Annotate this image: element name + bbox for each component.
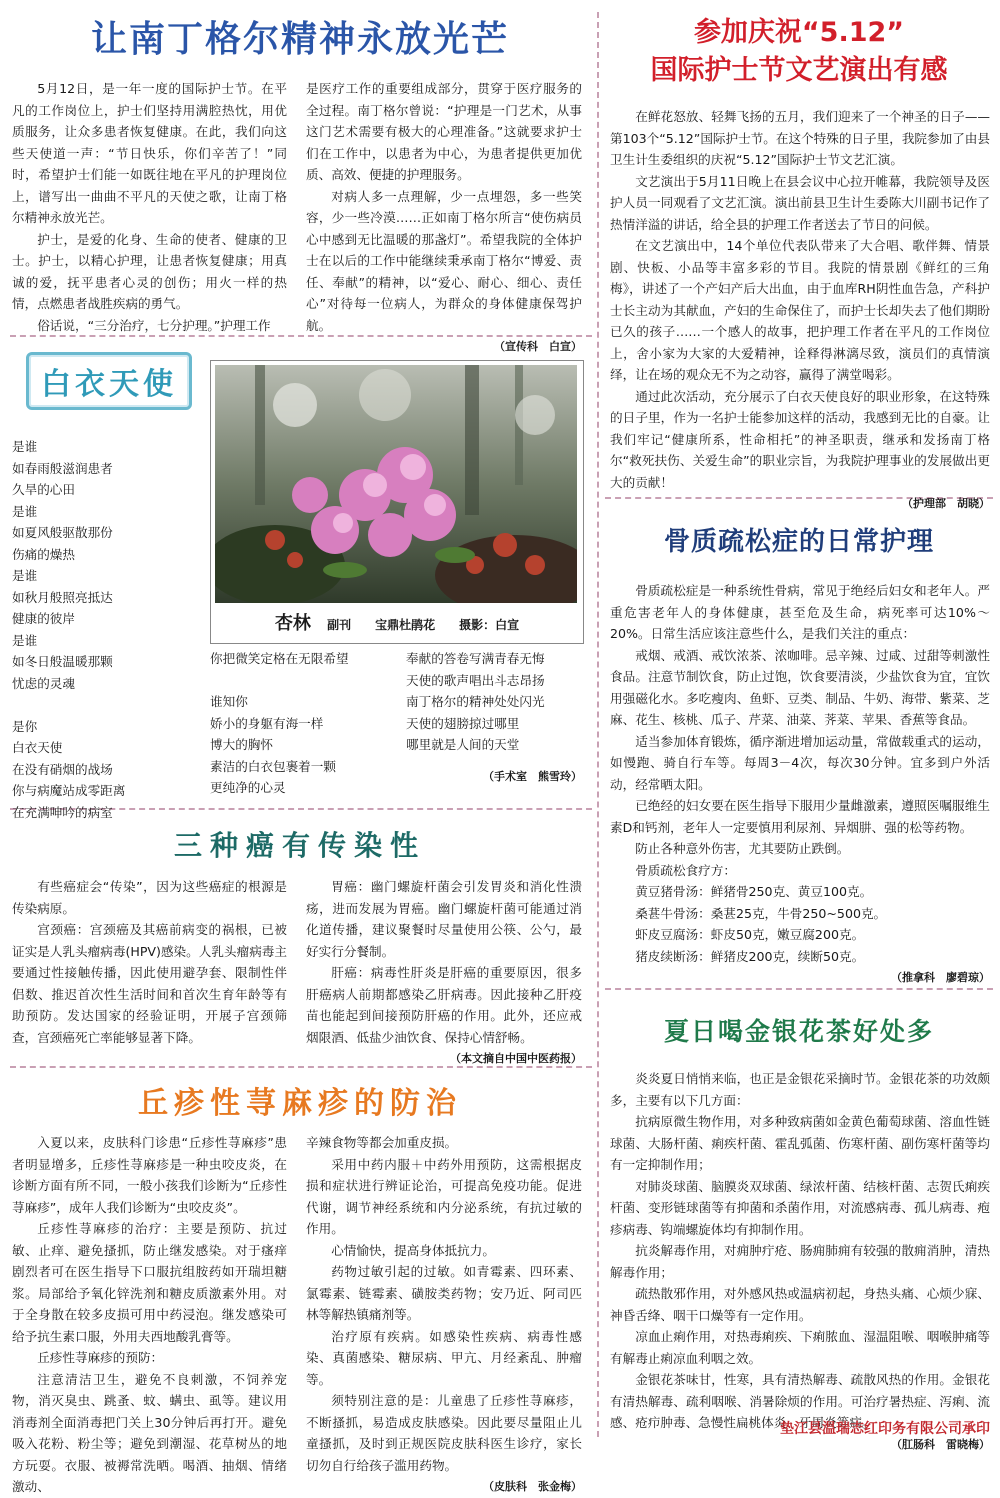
article-title-line1: 参加庆祝“5.12” [693,17,905,48]
paragraph: 胃癌：幽门螺旋杆菌会引发胃炎和消化性溃疡，进而发展为胃癌。幽门螺旋杆菌可能通过消化道传播，建议聚餐时尽量使用公筷、公勺，最好实行分餐制。 [306,879,582,959]
poem-line: 是谁 [12,503,38,519]
article-body [610,106,990,513]
paragraph: 入夏以来，皮肤科门诊患“丘疹性荨麻疹”患者明显增多，丘疹性荨麻疹是一种虫咬皮炎，在诊断方面有所不同，一般小孩我们诊断为“丘疹性荨麻疹”，成年人我们诊断为“虫咬皮炎”。 [12,1135,287,1215]
poem-line: 哪里就是人间的天堂 [406,737,520,752]
paragraph: 俗话说，“三分治疗，七分护理。”护理工作 [37,317,271,333]
photo-caption [211,609,583,635]
caption-title: 杏林 [274,613,311,634]
article-title: 丘疹性荨麻疹的防治 [138,1086,462,1121]
poem-line: 在充满呻吟的病室 [12,804,113,820]
paragraph: 炎炎夏日悄悄来临，也正是金银花采摘时节。金银花茶的功效颇多，主要有以下几方面： [610,1071,990,1108]
article-title-line2: 国际护士节文艺演出有感 [650,55,948,86]
paragraph: 是医疗工作的重要组成部分，贯穿于医疗服务的全过程。南丁格尔曾说：“护理是一门艺术，从事这门艺术需要有极大的心理准备。”这就要求护士们在工作中，以患者为中心，为患者提供更加优质、高效、便捷的护理服务。 [306,81,582,182]
paragraph: 骨质疏松症是一种系统性骨病，常见于绝经后妇女和老年人。严重危害老年人的身体健康，甚至危及生命，病死率可达10%～20%。日常生活应该注意些什么，是我们关注的重点： [610,583,990,641]
paragraph: 疏热散邪作用，对外感风热或温病初起，身热头痛、心烦少寐、神昏舌绛、咽干口燥等有一定作用。 [610,1286,990,1323]
recipe-line: 骨质疏松食疗方： [635,862,736,878]
byline: （宣传科 白宣） [494,340,582,353]
poem-title: 白衣天使 [41,367,177,402]
paragraph: 宫颈癌：宫颈癌及其癌前病变的祸根，已被证实是人乳头瘤病毒(HPV)感染。人乳头瘤病毒主要通过性接触传播，因此使用避孕套、限制性伴侣数、推迟首次性生活时间和首次生育年龄等有助预防。发达国家的经验证明，开展子宫颈筛查，宫颈癌死亡率能够显著下降。 [12,922,287,1045]
paragraph: 肝癌：病毒性肝炎是肝癌的重要原因，很多肝癌病人前期都感染乙肝病毒。因此接种乙肝疫苗也能起到间接预防肝癌的作用。此外，还应戒烟限酒、低盐少油饮食、保持心情舒畅。 [306,965,582,1045]
paragraph: 戒烟、戒酒、戒饮浓茶、浓咖啡。忌辛辣、过咸、过甜等刺激性食品。注意节制饮食，防止过饱，饮食要清淡，少盐饮食为宜，宜饮用强磁化水。多吃瘦肉、鱼虾、豆类、制品、牛奶、海带、紫菜、芝麻、花生、核桃、瓜子、芹菜、油菜、荠菜、苹果、香蕉等食品。 [610,647,990,727]
article-body-right [306,876,582,1068]
poem-line: 是谁 [12,632,38,648]
poem-right [406,648,584,756]
recipe-line: 黄豆猪骨汤：鲜猪骨250克、黄豆100克。 [635,884,873,899]
poem-line: 久旱的心田 [12,482,75,497]
article-body [610,580,990,987]
paragraph: 辛辣食物等都会加重皮损。 [306,1135,458,1150]
byline: （护理部 胡晓） [902,497,990,510]
poem-gap [12,694,202,716]
paragraph: 治疗原有疾病。如感染性疾病、病毒性感染、真菌感染、糖尿病、甲亢、月经紊乱、肿瘤等。 [306,1328,582,1387]
poem-line: 健康的彼岸 [12,611,75,626]
poem-line: 天使的翅膀掠过哪里 [406,715,520,731]
article-title: 夏日喝金银花茶好处多 [663,1017,934,1046]
article-body-right [306,1132,582,1496]
poem-title-box [26,352,192,410]
poem-line: 在没有硝烟的战场 [12,761,113,777]
caption-text: 副刊 宝鼎杜鹃花 摄影：白宣 [327,618,520,632]
paragraph: 对肺炎球菌、脑膜炎双球菌、绿浓杆菌、结核杆菌、志贺氏痢疾杆菌、变形链球菌等有抑菌和杀菌作用，对流感病毒、孤儿病毒、疱疹病毒、钩端螺旋体均有抑制作用。 [610,1178,990,1237]
paragraph: 5月12日，是一年一度的国际护士节。在平凡的工作岗位上，护士们坚持用满腔热忱，用优质服务，让众多患者恢复健康。在此，我们向这些天使道一声：“节日快乐，你们辛苦了！”同时，希望护士们能一如既往地在平凡的护理岗位上，谱写出一曲曲不平凡的天使之歌，让南丁格尔精神永放光芒。 [12,81,287,225]
poem-line: 谁知你 [210,694,248,709]
photo-frame [210,360,584,644]
paragraph: 抗病原微生物作用，对多种致病菌如金黄色葡萄球菌、溶血性链球菌、大肠杆菌、痢疾杆菌、霍乱弧菌、伤寒杆菌、副伤寒杆菌等均有一定抑制作用； [610,1114,990,1172]
printer-credit: 垫江县温瑞志红印务有限公司承印 [780,1421,990,1437]
poem-line: 如夏风般驱散那份 [12,525,113,540]
paragraph: 采用中药内服＋中药外用预防，这需根据皮损和症状进行辨证论治，可提高免疫功能。促进代谢，调节神经系统和内分泌系统，有抗过敏的作用。 [306,1156,582,1236]
byline: （肛肠科 雷晓梅） [891,1437,990,1451]
paragraph: 防止各种意外伤害，尤其要防止跌倒。 [635,841,850,856]
article-body-left [12,876,287,1048]
poem-line: 素洁的白衣包裹着一颗 [210,758,336,774]
recipe-line: 猪皮续断汤：鲜猪皮200克，续断50克。 [635,948,865,964]
article-body-left [12,78,287,336]
azalea-photo [215,365,577,603]
poem-line: 天使的歌声唱出斗志昂扬 [406,672,545,688]
poem-line: 是你 [12,718,38,734]
paragraph: 已绝经的妇女要在医生指导下服用少量雌激素，遵照医嘱服维生素D和钙剂，老年人一定要慎用利尿剂、异烟肼、强的松等药物。 [610,798,990,835]
poem-line: 如春雨般滋润患者 [12,460,113,476]
article-title: 骨质疏松症的日常护理 [663,527,934,557]
paragraph: 丘疹性荨麻疹的治疗：主要是预防、抗过敏、止痒、避免搔抓，防止继发感染。对于瘙痒剧烈者可在医生指导下口服抗组胺药如开瑞坦糖浆。局部给予氧化锌洗剂和糖皮质激素外用。对于全身散在较多皮损可用中药浸泡。继发感染可给予抗生素口服，外用夫西地酸乳膏等。 [12,1221,287,1344]
article-body-right [306,78,582,356]
poem-line: 南丁格尔的精神处处闪光 [406,694,545,709]
poem-line: 如秋月般照亮抵达 [12,589,113,605]
paragraph: 在鲜花怒放、轻舞飞扬的五月，我们迎来了一个神圣的日子——第103个“5.12”国际护士节。在这个特殊的日子里，我院参加了由县卫生计生委组织的庆祝“5.12”国际护士节文艺汇演。 [610,109,990,167]
poem-line: 娇小的身躯有海一样 [210,715,324,731]
poem-line: 博大的胸怀 [210,737,273,752]
poem-gap [210,670,400,692]
poem-line: 伤痛的燥热 [12,546,75,562]
byline: （手术室 熊雪玲） [483,770,582,783]
paragraph: 适当参加体育锻炼，循序渐进增加运动量，常做载重式的运动，如慢跑、骑自行车等。每周3－4次，每次30分钟。宜多到户外活动，经常晒太阳。 [610,733,990,792]
poem-line: 白衣天使 [12,740,63,755]
paragraph: 心情愉快，提高身体抵抗力。 [331,1242,495,1258]
poem-line: 更纯净的心灵 [210,780,286,795]
paragraph: 文艺演出于5月11日晚上在县会议中心拉开帷幕，我院领导及医护人员一同观看了文艺汇演。演出前县卫生计生委陈大川副书记作了热情洋溢的讲话，给全县的护理工作者送去了节日的问候。 [610,173,990,232]
article-body-left [12,1132,287,1498]
paragraph: 抗炎解毒作用，对痈肿疔疮、肠痈肺痈有较强的散痈消肿，清热解毒作用； [610,1243,990,1280]
poem-middle [210,648,400,799]
paragraph: 有些癌症会“传染”，因为这些癌症的根源是传染病原。 [12,879,287,916]
paragraph: 注意清洁卫生，避免不良刺激，不饲养宠物，消灭臭虫、跳蚤、蚊、螨虫、虱等。建议用消毒剂全面消毒把门关上30分钟后再打开。避免吸入花粉、粉尘等；避免到潮湿、花草树丛的地方玩耍。衣服、被褥常洗晒。喝酒、抽烟、情绪激动、 [12,1371,287,1494]
paragraph: 对病人多一点理解，少一点埋怨，多一些笑容，少一些冷漠……正如南丁格尔所言“使伤病员心中感到无比温暖的那盏灯”。希望我院的全体护士在以后的工作中能继续秉承南丁格尔“博爱、责任、奉献”的精神，以“爱心、耐心、细心、责任心”对待每一位病人，为群众的身体健康保驾护航。 [306,188,582,333]
recipe-line: 虾皮豆腐汤：虾皮50克，嫩豆腐200克。 [635,927,865,942]
poem-left [12,436,202,823]
article-body [610,1068,990,1454]
paragraph: 在文艺演出中，14个单位代表队带来了大合唱、歌伴舞、情景剧、快板、小品等丰富多彩的节目。我院的情景剧《鲜红的三角梅》，讲述了一个产妇产后大出血，由于血库RH阴性血告急，产科护士长主动为其献血，产妇的生命保住了，而护士长却失去了他们期盼已久的孩子……一个感人的故事，把护理工作者在平凡的工作岗位上，舍小家为大家的大爱精神，诠释得淋漓尽致，演员们的真情演绎，让在场的观众无不为之动容，赢得了满堂喝彩。 [610,238,990,382]
poem-line: 是谁 [12,439,38,454]
recipe-line: 桑葚牛骨汤：桑葚25克，牛骨250~500克。 [635,905,887,921]
byline: （推拿科 廖碧琼） [891,971,990,984]
section-divider [605,988,993,990]
byline: （本文摘自中国中医药报） [450,1052,582,1065]
poem-line: 你与病魔站成零距离 [12,783,126,798]
paragraph: 护士，是爱的化身、生命的使者、健康的卫士。护士，以精心护理，让患者恢复健康；用真诚的爱，抚平患者心灵的创伤；用火一样的热情，点燃患者战胜疾病的勇气。 [12,231,287,311]
paragraph: 须特别注意的是：儿童患了丘疹性荨麻疹，不断搔抓，易造成皮肤感染。因此要尽量阻止儿童搔抓，及时到正规医院皮肤科医生诊疗，家长切勿自行给孩子滥用药物。 [306,1393,582,1473]
poem-line: 奉献的答卷写满青春无悔 [406,651,545,666]
article-title: 让南丁格尔精神永放光芒 [90,19,509,60]
byline: （皮肤科 张金梅） [483,1480,582,1493]
paragraph: 通过此次活动，充分展示了白衣天使良好的职业形象，在这特殊的日子里，作为一名护士能参加这样的活动，我感到无比的自豪。让我们牢记“健康所系，性命相托”的神圣职责，继承和发扬南丁格尔“救死扶伤、关爱生命”的职业宗旨，为我院护理事业的发展做出更大的贡献！ [610,388,990,490]
poem-line: 如冬日般温暖那颗 [12,654,113,669]
paragraph: 凉血止痢作用，对热毒痢疾、下痢脓血、湿温阻喉、咽喉肿痛等有解毒止痢凉血利咽之效。 [610,1329,990,1366]
column-divider [597,12,599,1437]
poem-line: 是谁 [12,568,38,583]
paragraph: 丘疹性荨麻疹的预防： [37,1350,164,1365]
article-title: 三种癌有传染性 [173,829,426,862]
paragraph: 金银花茶味甘，性寒，具有清热解毒、疏散风热的作用。金银花有清热解毒、疏利咽喉、消暑除烦的作用。可治疗暑热症、泻痢、流感、疮疖肿毒、急慢性扁桃体炎、牙周炎等病。 [610,1372,990,1430]
poem-line: 忧虑的灵魂 [12,675,75,691]
poem-line: 你把微笑定格在无限希望 [210,651,349,666]
paragraph: 药物过敏引起的过敏。如青霉素、四环素、氯霉素、链霉素、磺胺类药物；安乃近、阿司匹林等解热镇痛剂等。 [306,1264,582,1322]
